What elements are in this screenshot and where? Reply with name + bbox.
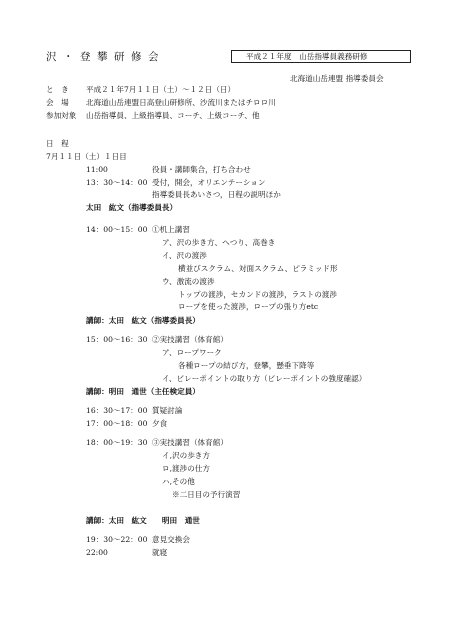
place-label: 会 場 <box>46 98 69 107</box>
schedule-detail: 各種ロープの結び方，登攀，懸垂下降等 <box>178 361 315 370</box>
schedule-time: 17：00～18：00 <box>86 419 148 428</box>
schedule-detail: ※二日目の予行演習 <box>172 490 241 499</box>
schedule-subitem: ハ,その他 <box>162 477 195 486</box>
document-title: 沢・登攀研修会 <box>46 51 165 63</box>
when-value: 平成２１年7月１１日（土）～１２日（日） <box>86 85 236 94</box>
schedule-subitem: イ,沢の歩き方 <box>162 451 210 460</box>
schedule-time: 11:00 <box>86 165 108 174</box>
schedule-item: 指導委員長あいさつ，日程の説明ほか <box>152 190 281 199</box>
schedule-subitem: ア、ロープワーク <box>162 348 222 357</box>
schedule-time: 22:00 <box>86 548 108 557</box>
schedule-subitem: イ、ビレーポイントの取り方（ビレーポイントの強度確認） <box>162 374 367 383</box>
schedule-time: 13：30～14：00 <box>86 178 148 187</box>
schedule-time: 18：00～19：30 <box>86 438 148 447</box>
instructor-line: 太田 紘文（指導委員長） <box>86 203 178 212</box>
schedule-time: 14：00～15：00 <box>86 225 148 234</box>
schedule-item: 就寝 <box>152 548 168 557</box>
schedule-item: ②実技講習（体育館） <box>152 335 228 344</box>
schedule-item: 質疑討論 <box>152 406 183 415</box>
document-subtitle: 平成２１年度 山岳指導員義務研修 <box>246 52 368 61</box>
schedule-item: 意見交換会 <box>152 535 190 544</box>
schedule-item: 夕食 <box>152 419 168 428</box>
schedule-subitem: ロ,渡渉の仕方 <box>162 464 210 473</box>
schedule-item: ③実技講習（体育館） <box>152 438 228 447</box>
schedule-time: 15：00～16：30 <box>86 335 148 344</box>
schedule-heading: 日 程 <box>46 139 69 148</box>
schedule-detail: トップの渡渉，セカンドの渡渉，ラストの渡渉 <box>178 290 338 299</box>
schedule-subitem: ウ、激流の渡渉 <box>162 277 215 286</box>
instructor-line: 講師：太田 紘文 明田 通世 <box>86 516 200 525</box>
schedule-subitem: イ、沢の渡渉 <box>162 251 207 260</box>
schedule-subitem: ア、沢の歩き方、へつり、高巻き <box>162 238 276 247</box>
when-label: と き <box>46 85 69 94</box>
schedule-day: 7月１１日（土）１日目 <box>46 152 127 161</box>
schedule-item: 受付，開会，オリエンテーション <box>152 178 266 187</box>
instructor-line: 講師：太田 紘文（指導委員長） <box>86 316 200 325</box>
schedule-item: 役員・講師集合，打ち合わせ <box>152 165 251 174</box>
schedule-detail: ロープを使った渡渉，ロープの張り方etc <box>178 302 319 311</box>
organizer: 北海道山岳連盟 指導委員会 <box>290 74 384 83</box>
instructor-line: 講師：明田 通世（主任検定員） <box>86 387 200 396</box>
place-value: 北海道山岳連盟日高登山研修所、沙流川またはチロロ川 <box>86 98 276 107</box>
schedule-detail: 横並びスクラム、対面スクラム、ピラミッド形 <box>178 264 338 273</box>
target-value: 山岳指導員、上級指導員、コーチ、上級コーチ、他 <box>86 111 260 120</box>
schedule-time: 16：30～17：00 <box>86 406 148 415</box>
schedule-item: ①机上講習 <box>152 225 190 234</box>
target-label: 参加対象 <box>46 111 77 120</box>
schedule-time: 19：30～22：00 <box>86 535 148 544</box>
